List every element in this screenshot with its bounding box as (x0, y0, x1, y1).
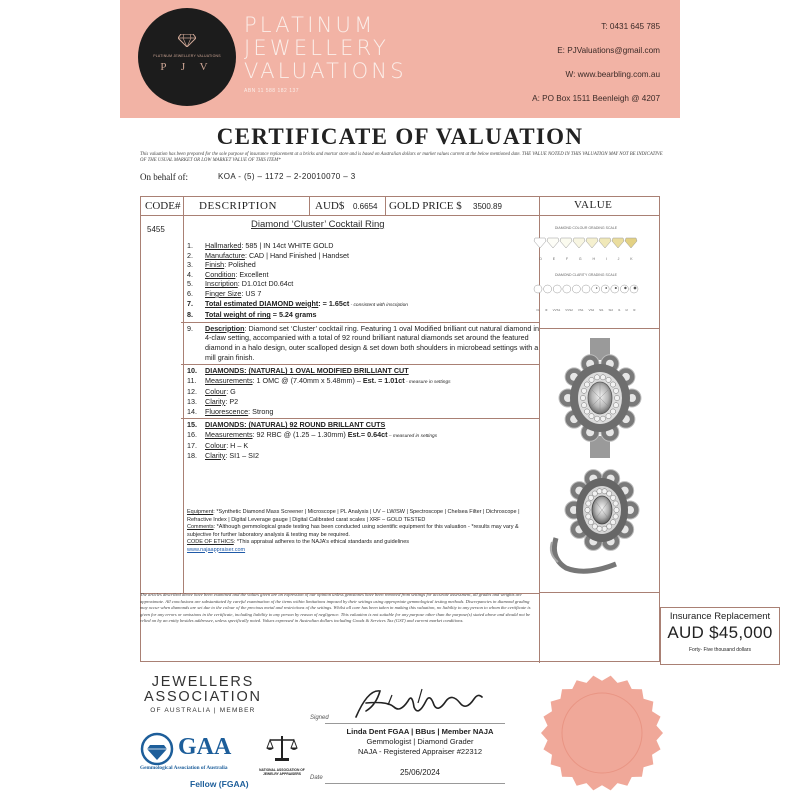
inclusion-mark (605, 287, 607, 289)
clarity-grade-gem (544, 285, 552, 293)
halo-diamond (592, 491, 597, 496)
section-divider (181, 418, 539, 419)
brand-line: PLATINUM (244, 13, 376, 37)
halo-diamond (597, 489, 602, 494)
item-details (187, 241, 539, 460)
column-divider (309, 197, 310, 216)
detail-line: 18. Clarity: SI1 – SI2 (187, 450, 259, 460)
ring-photo-side (546, 468, 646, 576)
ja-line: JEWELLERS (151, 674, 255, 690)
insurance-replacement-box (660, 607, 780, 665)
contact-web[interactable]: W: www.bearbling.com.au (565, 70, 660, 79)
centre-stone-heading: 10. DIAMONDS: (NATURAL) 1 OVAL MODIFIED BRILLIANT CUT (187, 366, 409, 376)
halo-diamond (611, 520, 616, 525)
colour-grade-row: D E F G H I J K (539, 257, 633, 261)
signature-line (325, 723, 505, 724)
certificate-page (120, 0, 773, 800)
inclusion-mark (634, 287, 637, 290)
insurance-value-words: Forty- Five thousand dollars (689, 647, 751, 653)
ja-line: OF AUSTRALIA | MEMBER (150, 707, 256, 714)
gaa-logo (140, 732, 249, 789)
detail-line: 3. Finish: Polished (187, 260, 256, 270)
halo-diamond (586, 514, 591, 519)
melee-heading: 15. DIAMONDS: (NATURAL) 92 ROUND BRILLANT CUTS (187, 420, 386, 430)
detail-line: 7. Total estimated DIAMOND weight: = 1.65ct - consistent with inscription (187, 298, 408, 308)
halo-diamond (610, 409, 615, 414)
gaa-fellow: Fellow (FGAA) (190, 779, 249, 789)
halo-diamond (602, 526, 607, 531)
inclusion-mark (624, 287, 626, 289)
on-behalf-label: On behalf of: (140, 172, 188, 182)
detail-line: 13. Clarity: P2 (187, 396, 239, 406)
embossed-seal (537, 672, 667, 794)
detail-line: 11. Measurements: 1 OMC @ (7.40mm x 5.48mm) – Est. = 1.01ct - measure in settings (187, 375, 451, 385)
halo-diamond (613, 388, 618, 393)
scales-of-justice-icon (266, 734, 298, 762)
detail-line: 5. Inscription: D1.01ct D0.64ct (187, 279, 294, 289)
header-description: DESCRIPTION (199, 200, 278, 212)
detail-line: 14. Fluorescence: Strong (187, 406, 274, 416)
column-divider (385, 197, 386, 216)
halo-diamond (588, 520, 593, 525)
grading-scales (532, 218, 640, 322)
colour-grade-gem (547, 238, 559, 248)
header-aud-value: 0.6654 (353, 202, 378, 211)
testing-notes (187, 509, 539, 554)
halo-diamond (584, 409, 589, 414)
inclusion-mark (615, 287, 617, 289)
jewellers-association-logo (144, 675, 262, 714)
document-title: CERTIFICATE OF VALUATION (216, 124, 584, 149)
halo-diamond (614, 507, 619, 512)
clarity-grade-gem (611, 285, 619, 293)
logo-monogram: P J V (160, 61, 214, 73)
colour-scale-title: DIAMOND COLOUR GRADING SCALE (554, 226, 618, 230)
header-aud-label: AUD$ (315, 200, 345, 212)
contact-address: A: PO Box 1511 Beenleigh @ 4207 (532, 94, 660, 103)
halo-diamond (585, 507, 590, 512)
section-divider (181, 322, 539, 323)
on-behalf-of (140, 172, 356, 182)
halo-diamond (600, 375, 605, 380)
description-paragraph: 9. Description: Diamond set ‘Cluster’ cocktail ring. Featuring 1 oval Modified brilliant cut natural diamond in 4-claw setting, accompanied with a total of 92 round brilliant natural diamonds set around the featured diamond in a halo design, outer scalloped design & set down both shoulders in microbead settings with a mill grain finish. (187, 323, 539, 362)
column-divider (183, 197, 184, 593)
halo-diamond (607, 491, 612, 496)
contact-email[interactable]: E: PJValuations@gmail.com (557, 46, 660, 55)
comments-line: Comments: *Although gemmological grade testing has been conducted using scientific equipment for this valuation - *results may vary & subjective for further laboratory analysis & testing may be required. (187, 524, 519, 538)
colour-grade-gem (625, 238, 637, 248)
halo-diamond (580, 395, 585, 400)
gaa-acronym: GAA (178, 734, 232, 760)
row-divider (539, 592, 659, 593)
halo-diamond (607, 524, 612, 529)
halo-diamond (594, 416, 599, 421)
clarity-grade-gem (563, 285, 571, 293)
logo-ring-text: PLATINUM JEWELLERY VALUATIONS (153, 54, 221, 58)
insurance-value: AUD $45,000 (667, 623, 773, 642)
detail-line: 17. Colour: H – K (187, 441, 249, 451)
halo-diamond (581, 403, 586, 408)
gaa-full-name: Gemmological Association of Australia (140, 765, 228, 771)
ja-line: ASSOCIATION (144, 689, 262, 705)
detail-line: 2. Manufacture: CAD | Hand Finished | Handset (187, 250, 349, 260)
halo-diamond (592, 524, 597, 529)
detail-line: 8. Total weight of ring = 5.24 grams (187, 310, 317, 320)
letterhead (120, 0, 680, 118)
halo-diamond (613, 514, 618, 519)
gaa-emblem-icon (140, 732, 174, 766)
halo-diamond (594, 375, 599, 380)
detail-line: 16. Measurements: 92 RBC @ (1.25 – 1.30mm) Est.= 0.64ct – measured in settings (187, 429, 438, 439)
date-line (325, 783, 505, 784)
colour-grade-gem (534, 238, 546, 248)
clarity-grade-gem (620, 285, 628, 293)
halo-diamond (586, 501, 591, 506)
halo-diamond (600, 416, 605, 421)
halo-diamond (614, 395, 619, 400)
contact-details (532, 22, 660, 118)
header-gold-value: 3500.89 (473, 202, 502, 211)
naja-name: NATIONAL ASSOCIATION OF JEWELRY APPRAISERS (259, 768, 305, 776)
disclaimer: The articles described above have been examined and the values given are an expression of our opinion unless gemstones have been removed from settings for accurate assessment, all grades and weights are approximate. All conclusions are substantiated by careful examination of the items within limitations imposed by their settings using appropriate gemmological testing methods. Discrepancies in diamond grading may occur when diamonds are set due to the colour of the precious metal and restrictions of the settings. Whilst all care has been taken in making this valuation, no liability to any person to whom the certificate is given for any errors or omissions in the certificate, including liability to any person by reason of negligence. This valuation is not suitable for any purpose other than the purpose(s) stated above and should not be relied on by an entity besides addressee, unless specifically noted. Values expressed in Australian dollars including Goods & Services Tax (GST) and current market conditions. (140, 592, 531, 624)
equipment-line: Equipment: *Synthetic Diamond Mass Screener | Microscope | PL Analysis | UV – LW/SW | Spectroscope | Chelsea Filter | Dichroscope | Refractive Index | Digital Leverage gauge | Digital Calibrated carat scales | XRF – GOLD TESTED (187, 509, 520, 523)
halo-diamond (589, 377, 594, 382)
halo-diamond (588, 495, 593, 500)
halo-diamond (613, 501, 618, 506)
signature (348, 683, 488, 723)
signer-registration: NAJA - Registered Appraiser #22312 (357, 746, 483, 756)
signer-name: Linda Dent FGAA | BBus | Member NAJA (346, 727, 494, 736)
colour-grade-gem (573, 238, 585, 248)
brand-line: JEWELLERY (244, 36, 390, 60)
clarity-scale-title: DIAMOND CLARITY GRADING SCALE (555, 273, 617, 277)
ring-photo-top (552, 338, 648, 458)
halo-diamond (589, 414, 594, 419)
colour-grade-gem (586, 238, 598, 248)
halo-diamond (606, 377, 611, 382)
naja-link[interactable]: www.najaappraiser.com (187, 546, 246, 553)
contact-phone: T: 0431 645 785 (601, 22, 660, 31)
clarity-grade-gem (572, 285, 580, 293)
intro-text: This valuation has been prepared for the sole purpose of insurance replacement at a bricks and mortar store and is based on Australian dollars or market values current at the below mentioned date. THE VALUE NOTED IN THIS VALUATION MAY NOT BE INDICATIVE OF THE USUAL MARKET OR LOW MARKET VALUE OF THIS ITEM* (140, 152, 663, 163)
halo-diamond (597, 526, 602, 531)
brand-name (244, 14, 407, 83)
section-divider (181, 364, 539, 365)
pjv-logo (138, 8, 236, 106)
detail-line: 1. Hallmarked: 585 | IN 14ct WHITE GOLD (187, 241, 334, 250)
abn: ABN 11 588 182 137 (244, 88, 300, 94)
item-name: Diamond ‘Cluster’ Cocktail Ring (251, 219, 385, 230)
halo-diamond (611, 495, 616, 500)
halo-diamond (602, 489, 607, 494)
signer-title: Gemmologist | Diamond Grader (366, 736, 474, 746)
signer-block (320, 727, 520, 756)
naja-logo (252, 734, 312, 776)
clarity-grade-gem (534, 285, 542, 293)
clarity-grade-gem (582, 285, 590, 293)
date-label: Date (310, 775, 323, 781)
header-code: CODE# (145, 200, 181, 212)
colour-grade-gem (612, 238, 624, 248)
detail-line: 6. Finger Size: US 7 (187, 288, 262, 298)
halo-diamond (610, 382, 615, 387)
halo-diamond (613, 403, 618, 408)
clarity-scale-diagram (532, 277, 640, 303)
colour-grade-gem (560, 238, 572, 248)
clarity-grade-gem (630, 285, 638, 293)
halo-diamond (606, 414, 611, 419)
header-gold-label: GOLD PRICE $ (389, 200, 462, 212)
signed-date: 25/06/2024 (399, 768, 441, 777)
detail-line: 4. Condition: Excellent (187, 269, 269, 279)
colour-grade-gem (599, 238, 611, 248)
row-divider (539, 328, 659, 329)
clarity-grade-gem (553, 285, 561, 293)
clarity-grade-gem (601, 285, 609, 293)
clarity-grade-row: FL IF VVS1 VVS2 VS1 VS2 SI1 SI2 I1 I2 I3 (536, 308, 636, 312)
colour-scale-diagram (532, 230, 640, 252)
item-code: 5455 (147, 225, 165, 234)
clarity-grade-gem (592, 285, 600, 293)
detail-line: 12. Colour: G (187, 387, 236, 397)
brand-line: VALUATIONS (244, 59, 407, 83)
header-value: VALUE (574, 199, 613, 211)
halo-diamond (581, 388, 586, 393)
inclusion-mark (596, 287, 598, 289)
reference-number: KOA - (5) – 1172 – 2-20010070 – 3 (218, 172, 356, 181)
ethics-line: CODE OF ETHICS: *This appraisal adheres to the NAJA’s ethical standards and guidelines (187, 539, 410, 545)
signed-label: Signed (310, 715, 329, 721)
insurance-label: Insurance Replacement (669, 611, 771, 622)
halo-diamond (584, 382, 589, 387)
diamond-icon (178, 34, 196, 47)
